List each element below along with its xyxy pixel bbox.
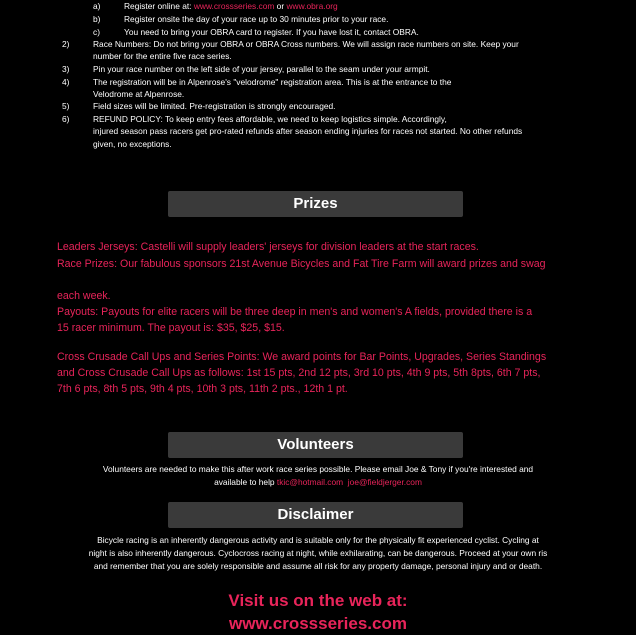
list-marker: 6) — [62, 114, 70, 124]
list-item: number for the entire five race series. — [93, 51, 232, 61]
volunteers-heading: Volunteers — [168, 432, 463, 458]
crossseries-link[interactable]: www.crossseries.com — [193, 1, 275, 11]
prizes-text: 15 racer minimum. The payout is: $35, $25, $15. — [57, 322, 285, 334]
list-item: You need to bring your OBRA card to register. If you have lost it, contact OBRA. — [124, 27, 419, 37]
list-marker: 2) — [62, 39, 70, 49]
or-text: or — [274, 1, 287, 11]
list-marker: 3) — [62, 64, 70, 74]
email-link-tkic[interactable]: tkic@hotmail.com — [276, 477, 344, 487]
visit-heading: Visit us on the web at: — [228, 591, 408, 610]
item-text: Register online at: — [124, 1, 194, 11]
prizes-text: Cross Crusade Call Ups and Series Points: We award points for Bar Points, Upgrades, Series Standings — [57, 351, 547, 363]
list-item: Race Numbers: Do not bring your OBRA or OBRA Cross numbers. We will assign race numbers on site. Keep your — [93, 39, 519, 49]
volunteers-text: Volunteers are needed to make this after work race series possible. Please email Joe & Tony if you're interested and — [102, 464, 534, 474]
list-item: Register onsite the day of your race up to 30 minutes prior to your race. — [124, 14, 389, 24]
prizes-text: 7th 6 pts, 8th 5 pts, 9th 4 pts, 10th 3 pts, 11th 2 pts., 12th 1 pt. — [57, 383, 348, 395]
help-text: available to help — [214, 477, 277, 487]
list-item: REFUND POLICY: To keep entry fees affordable, we need to keep logistics simple. Accordingly, — [93, 114, 447, 124]
disclaimer-text: and remember that you are solely responsible and assume all risk for any property damage, personal injury and or death. — [93, 561, 543, 571]
prizes-text: Payouts: Payouts for elite racers will be three deep in men's and women's A fields, provided there is a — [57, 306, 533, 318]
prizes-text: and Cross Crusade Call Ups as follows: 1st 15 pts, 2nd 12 pts, 3rd 10 pts, 4th 9 pts, 5th 8pts, 6th 7 pts, — [57, 367, 541, 379]
site-link[interactable]: www.crossseries.com — [229, 614, 407, 633]
prizes-text: Race Prizes: Our fabulous sponsors 21st Avenue Bicycles and Fat Tire Farm will award prizes and swag — [57, 258, 546, 270]
email-link-joe[interactable]: joe@fieldjerger.com — [347, 477, 422, 487]
list-item: given, no exceptions. — [93, 139, 172, 149]
prizes-text: each week. — [57, 290, 111, 302]
list-marker: a) — [93, 1, 101, 11]
list-item: Field sizes will be limited. Pre-registration is strongly encouraged. — [93, 101, 336, 111]
prizes-text: Leaders Jerseys: Castelli will supply leaders' jerseys for division leaders at the start races. — [57, 241, 479, 253]
list-item: The registration will be in Alpenrose's "velodrome" registration area. This is at the entrance to the — [93, 77, 452, 87]
list-marker: 5) — [62, 101, 70, 111]
list-marker: 4) — [62, 77, 70, 87]
disclaimer-heading: Disclaimer — [168, 502, 463, 528]
prizes-heading: Prizes — [168, 191, 463, 217]
list-item: injured season pass racers get pro-rated refunds after season ending injuries for races not started. No other refunds — [93, 126, 523, 136]
list-item — [124, 0, 338, 12]
list-item: Pin your race number on the left side of your jersey, parallel to the seam under your armpit. — [93, 64, 430, 74]
list-item: Velodrome at Alpenrose. — [93, 89, 185, 99]
list-marker: c) — [93, 27, 100, 37]
volunteers-text — [0, 476, 636, 489]
obra-link[interactable]: www.obra.org — [286, 1, 338, 11]
disclaimer-text: Bicycle racing is an inherently dangerous activity and is suitable only for the physically fit experienced cyclist. Cycling at — [97, 535, 539, 545]
disclaimer-text: night is also inherently dangerous. Cyclocross racing at night, while exhilarating, can be dangerous. Proceed at your own ris — [88, 548, 548, 558]
list-marker: b) — [93, 14, 101, 24]
